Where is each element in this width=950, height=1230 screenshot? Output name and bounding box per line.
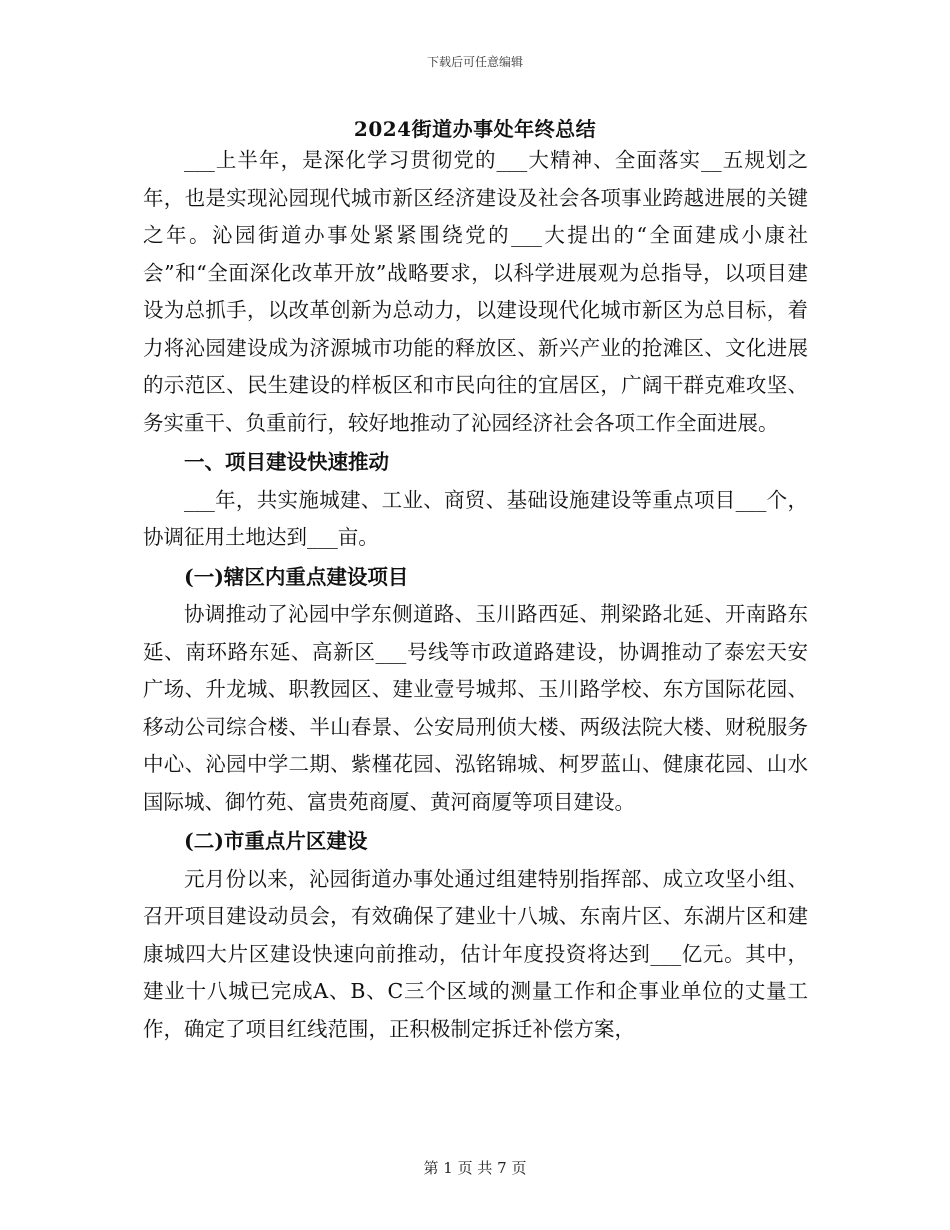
section-paragraph-project-construction: ___年，共实施城建、工业、商贸、基础设施建设等重点项目___个，协调征用土地达到___亩。	[143, 487, 808, 549]
header-note: 下载后可任意编辑	[426, 55, 523, 69]
subsection-paragraph-key-districts: 元月份以来，沁园街道办事处通过组建特别指挥部、成立攻坚小组、召开项目建设动员会，有效确保了建业十八城、东南片区、东湖片区和建康城四大片区建设快速向前推动，估计年度投资将达到___亿元。其中，建业十八城已完成A、B、C三个区域的测量工作和企事业单位的丈量工作，确定了项目红线范围，正积极制定拆迁补偿方案，	[143, 866, 808, 1041]
subsection-paragraph-key-projects: 协调推动了沁园中学东侧道路、玉川路西延、荆梁路北延、开南路东延、南环路东延、高新区___号线等市政道路建设，协调推动了泰宏天安广场、升龙城、职教园区、建业壹号城邦、玉川路学校、东方国际花园、移动公司综合楼、半山春景、公安局刑侦大楼、两级法院大楼、财税服务中心、沁园中学二期、紫槿花园、泓铭锦城、柯罗蓝山、健康花园、山水国际城、御竹苑、富贵苑商厦、黄河商厦等项目建设。	[143, 602, 808, 814]
subsection-heading-key-projects: (一)辖区内重点建设项目	[184, 564, 409, 589]
page-number: 第 1 页 共 7 页	[423, 1159, 527, 1177]
page-title: 2024街道办事处年终总结	[353, 117, 597, 141]
subsection-heading-key-districts: (二)市重点片区建设	[184, 829, 368, 853]
section-heading-project-construction: 一、项目建设快速推动	[184, 450, 389, 474]
document-body	[143, 142, 808, 1048]
intro-paragraph: ___上半年，是深化学习贯彻党的___大精神、全面落实__五规划之年，也是实现沁园现代城市新区经济建设及社会各项事业跨越进展的关键之年。沁园街道办事处紧紧围绕党的___大提出的“全面建成小康社会”和“全面深化改革开放”战略要求，以科学进展观为总指导，以项目建设为总抓手，以改革创新为总动力，以建设现代化城市新区为总目标，着力将沁园建设成为济源城市功能的释放区、新兴产业的抢滩区、文化进展的示范区、民生建设的样板区和市民向往的宜居区，广阔干群克难攻坚、务实重干、负重前行，较好地推动了沁园经济社会各项工作全面进展。	[143, 148, 808, 435]
